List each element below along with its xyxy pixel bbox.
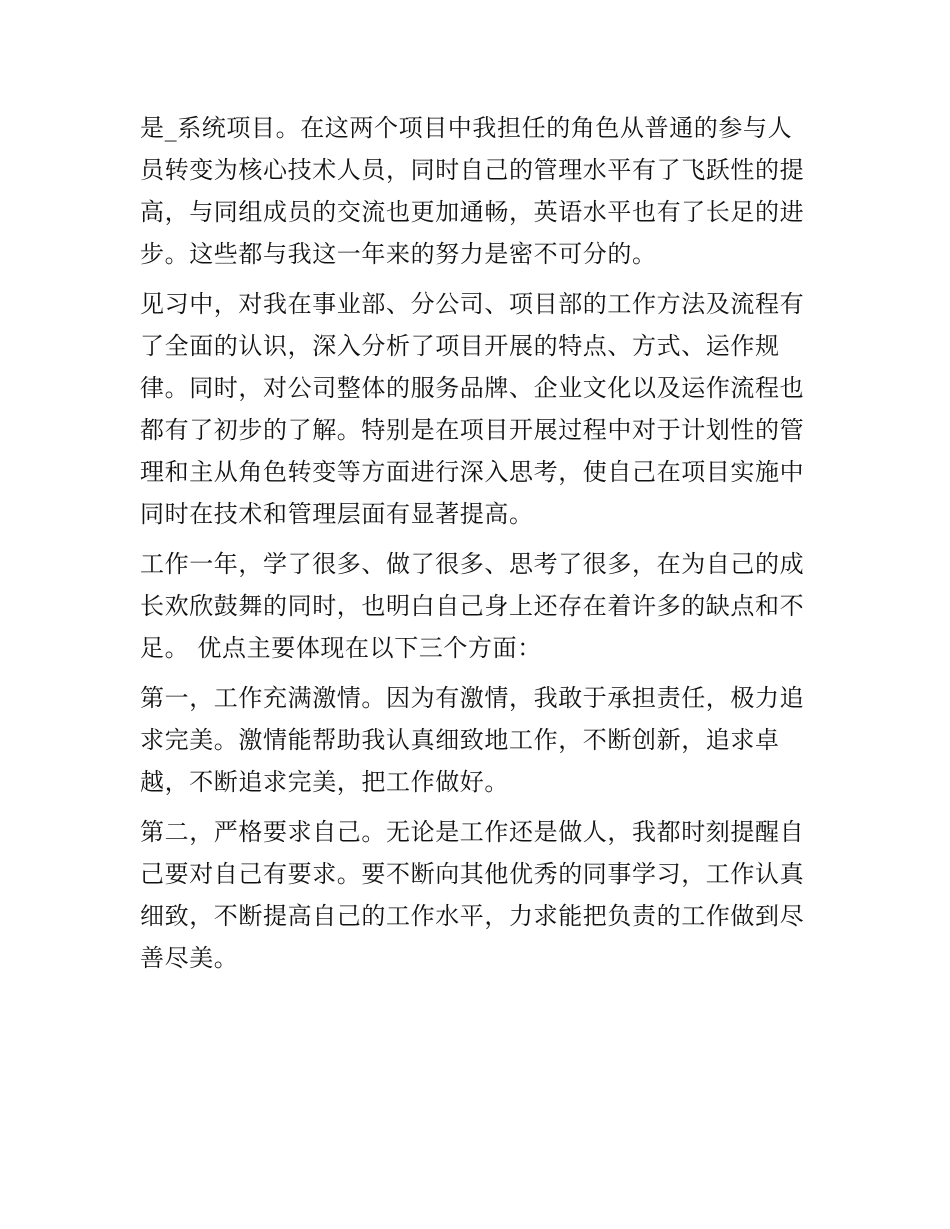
text-line: 同时在技术和管理层面有显著提高。: [140, 500, 534, 528]
text-line: 律。同时，对公司整体的服务品牌、企业文化以及运作流程也: [140, 374, 805, 402]
text-line: 理和主从角色转变等方面进行深入思考，使自己在项目实施中: [140, 458, 805, 486]
paragraph-4: [140, 677, 812, 803]
text-line: 员转变为核心技术人员，同时自己的管理水平有了飞跃性的提: [140, 156, 805, 184]
text-line: 见习中，对我在事业部、分公司、项目部的工作方法及流程有: [140, 290, 805, 318]
text-line: 是_系统项目。在这两个项目中我担任的角色从普通的参与人: [140, 114, 793, 142]
text-line: 细致，不断提高自己的工作水平，力求能把负责的工作做到尽: [140, 902, 805, 930]
text-line: 己要对自己有要求。要不断向其他优秀的同事学习，工作认真: [140, 860, 805, 888]
paragraph-2: [140, 283, 812, 535]
text-line: 步。这些都与我这一年来的努力是密不可分的。: [140, 240, 657, 268]
document-body: [140, 107, 812, 987]
paragraph-5: [140, 811, 812, 979]
paragraph-3: [140, 543, 812, 669]
text-line: 越，不断追求完美，把工作做好。: [140, 768, 509, 796]
text-line: 足。 优点主要体现在以下三个方面：: [140, 634, 542, 662]
text-line: 都有了初步的了解。特别是在项目开展过程中对于计划性的管: [140, 416, 805, 444]
text-line: 了全面的认识，深入分析了项目开展的特点、方式、运作规: [140, 332, 780, 360]
text-line: 善尽美。: [140, 944, 239, 972]
text-line: 第二，严格要求自己。无论是工作还是做人，我都时刻提醒自: [140, 818, 805, 846]
text-line: 长欢欣鼓舞的同时，也明白自己身上还存在着许多的缺点和不: [140, 592, 805, 620]
text-line: 高，与同组成员的交流也更加通畅，英语水平也有了长足的进: [140, 198, 805, 226]
paragraph-1: [140, 107, 812, 275]
text-line: 工作一年，学了很多、做了很多、思考了很多，在为自己的成: [140, 550, 805, 578]
text-line: 第一，工作充满激情。因为有激情，我敢于承担责任，极力追: [140, 684, 805, 712]
text-line: 求完美。激情能帮助我认真细致地工作，不断创新，追求卓: [140, 726, 780, 754]
